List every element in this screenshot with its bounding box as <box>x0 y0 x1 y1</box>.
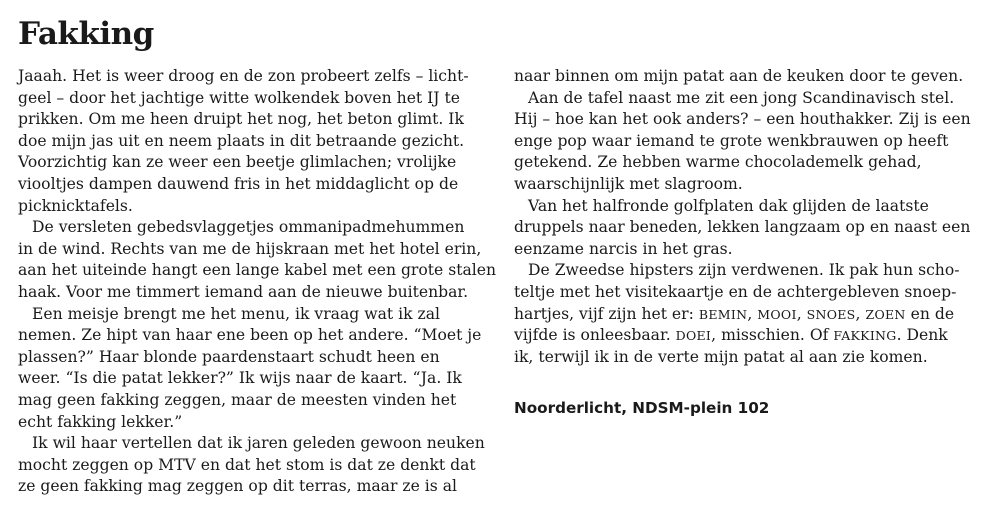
text-line: De Zweedse hipsters zijn verdwenen. Ik pak hun scho- <box>528 261 960 280</box>
text-line: De versleten gebedsvlaggetjes ommanipadmehummen <box>32 218 465 237</box>
text-line: nemen. Ze hipt van haar ene been op het andere. “Moet je <box>18 326 482 345</box>
text-line: Aan de tafel naast me zit een jong Scandinavisch stel. <box>528 88 955 107</box>
text-line: mocht zeggen op MTV en dat het stom is dat ze denkt dat <box>18 455 476 474</box>
text-line: haak. Voor me timmert iemand aan de nieuwe buitenbar. <box>18 282 469 301</box>
text-line <box>514 325 988 347</box>
text-line: mag geen fakking zeggen, maar de meesten vinden het <box>18 390 457 409</box>
text-line: echt fakking lekker.” <box>18 412 183 431</box>
candy-word: DOEI <box>675 328 712 344</box>
text-line: Voorzichtig kan ze weer een beetje glimlachen; vrolijke <box>18 153 457 172</box>
text-line: aan het uiteinde hangt een lange kabel met een grote stalen <box>18 261 497 280</box>
candy-word: MOOI <box>757 306 797 322</box>
text-line: Hij – hoe kan het ook anders? – een houthakker. Zij is een <box>514 110 971 129</box>
text-run: vijfde is onleesbaar. <box>514 326 676 345</box>
text-line: picknicktafels. <box>18 196 133 215</box>
candy-word: SNOES <box>806 306 856 322</box>
candy-word: ZOEN <box>865 306 906 322</box>
text-line: druppels naar beneden, lekken langzaam op en naast een <box>514 218 971 237</box>
text-line: Van het halfronde golfplaten dak glijden de laatste <box>528 196 929 215</box>
text-line: Ik wil haar vertellen dat ik jaren geleden gewoon neuken <box>32 434 485 453</box>
text-line: geel – door het jachtige witte wolkendek boven het IJ te <box>18 88 461 107</box>
text-line: in de wind. Rechts van me de hijskraan met het hotel erin, <box>18 239 482 258</box>
left-column <box>18 66 496 498</box>
text-line: eenzame narcis in het gras. <box>514 239 733 258</box>
text-run: hartjes, vijf zijn het er: <box>514 304 699 323</box>
text-line: waarschijnlijk met slagroom. <box>514 174 743 193</box>
text-line: ze geen fakking mag zeggen op dit terras, maar ze is al <box>18 477 457 496</box>
text-line: naar binnen om mijn patat aan de keuken door te geven. <box>514 67 964 85</box>
venue-signature: Noorderlicht, NDSM-plein 102 <box>514 399 770 417</box>
candy-word: BEMIN <box>698 306 748 322</box>
text-line: viooltjes dampen dauwend fris in het middaglicht op de <box>18 174 459 193</box>
text-line: Een meisje brengt me het menu, ik vraag wat ik zal <box>32 304 440 323</box>
text-line: Jaaah. Het is weer droog en de zon probeert zelfs – licht- <box>18 67 469 85</box>
text-line: ik, terwijl ik in de verte mijn patat al aan zie komen. <box>514 347 928 366</box>
right-column <box>514 66 988 368</box>
text-run: , misschien. Of <box>711 326 834 345</box>
text-line: hartjes, vijf zijn het er: BEMIN, MOOI, SNOES, ZOEN en de <box>514 304 955 323</box>
text-run: . Denk <box>896 326 948 345</box>
text-line: getekend. Ze hebben warme chocolademelk gehad, <box>514 153 922 172</box>
text-run: en de <box>905 304 955 323</box>
article-title: Fakking <box>18 16 154 52</box>
text-line: prikken. Om me heen druipt het nog, het beton glimt. Ik <box>18 110 464 129</box>
text-line: plassen?” Haar blonde paardenstaart schudt heen en <box>18 347 440 366</box>
text-line: teltje met het visitekaartje en de achtergebleven snoep- <box>514 282 957 301</box>
candy-word: FAKKING <box>833 328 897 344</box>
text-line: doe mijn jas uit en neem plaats in dit betraande gezicht. <box>18 131 465 150</box>
text-line: enge pop waar iemand te grote wenkbrauwen op heeft <box>514 131 949 150</box>
text-line: weer. “Is die patat lekker?” Ik wijs naar de kaart. “Ja. Ik <box>18 369 462 388</box>
